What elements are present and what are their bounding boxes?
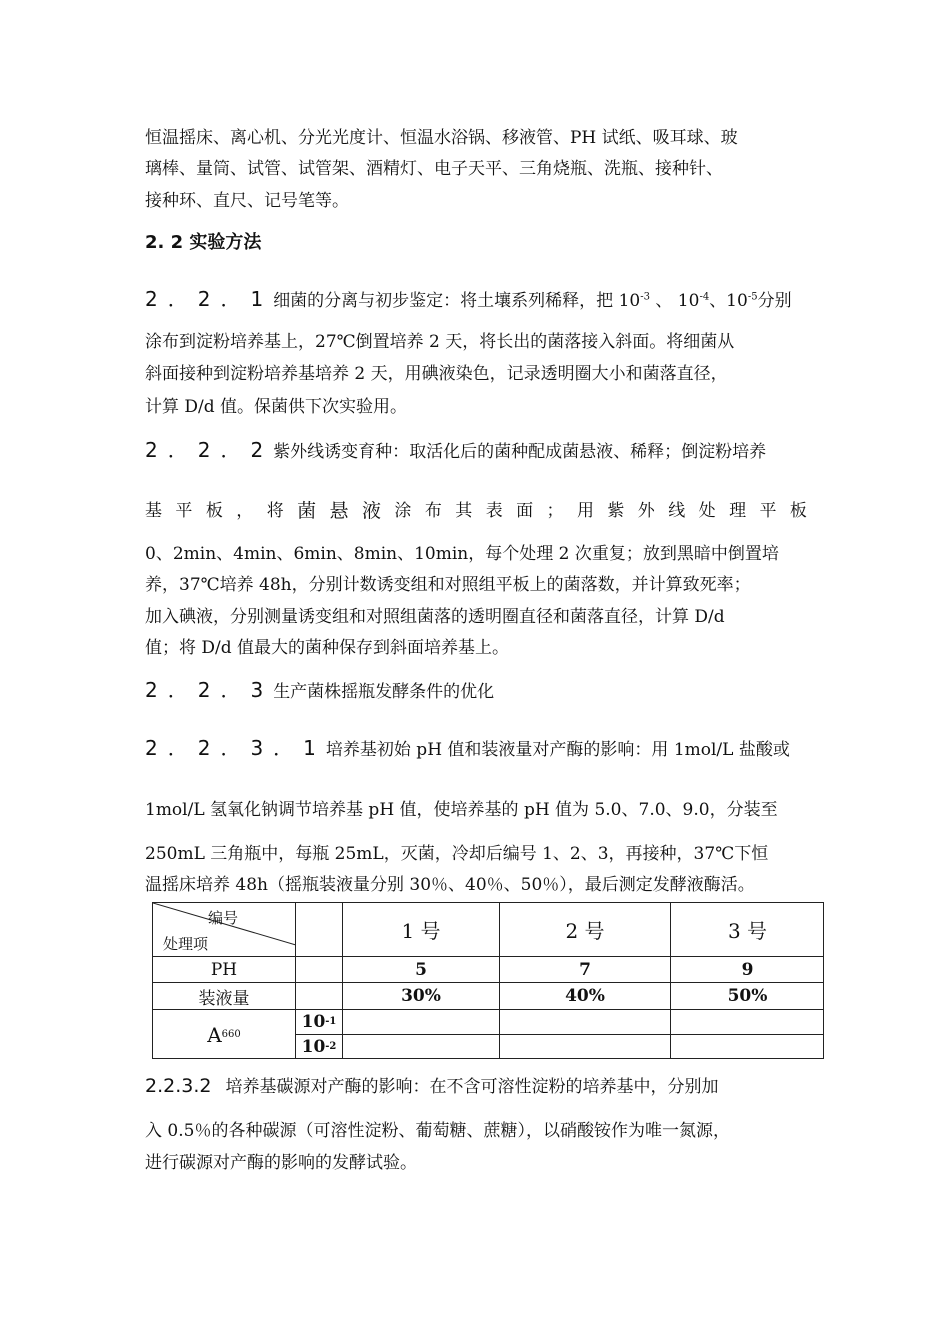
s222-line-6: 值；将 D/d 值最大的菌种保存到斜面培养基上。 [145, 638, 510, 658]
s2231-line-1 [145, 737, 790, 761]
s222-text-c: 、稀释； [613, 442, 682, 462]
s223-number: 2．2．3 [145, 678, 274, 702]
s222-char: 基 [145, 501, 162, 521]
s2231-line-2 [145, 799, 778, 821]
s222-number: 2．2．2 [145, 438, 274, 462]
s223-line [145, 679, 494, 703]
s222-char: ； [546, 501, 564, 521]
s2231-l2-c: pH 值，使培养基的 pH 值为 5.0、7.0、9.0，分装至 [363, 800, 778, 820]
row-volume-value-1: 30% [342, 982, 499, 1009]
s222-char: 其 [455, 501, 473, 521]
s2232-line-2: 入 0.5％的各种碳源（可溶性淀粉、葡萄糖、蔗糖），以硝酸铵作为唯一氮源， [145, 1121, 730, 1141]
s222-char: 将 [266, 501, 284, 521]
s222-char: 线 [668, 501, 686, 521]
s222-text-e: 淀粉培养 [698, 442, 767, 462]
s2232-text-a: 培养基 [225, 1077, 277, 1097]
s2232-line-3: 进行碳源对产酶的影响的发酵试验。 [145, 1153, 417, 1173]
s2231-line-4: 温摇床培养 48h（摇瓶装液量分别 30％、40％、50％），最后测定发酵液酶活。 [145, 875, 755, 895]
s221-text-b: 、 10 [649, 291, 700, 311]
s222-char: 平 [759, 501, 777, 521]
s222-char: 布 [424, 501, 442, 521]
s2232-line-1 [145, 1075, 718, 1098]
table-corner-cell [152, 902, 295, 956]
corner-bottom-label: 处理项 [163, 935, 209, 953]
s222-char: 外 [637, 501, 655, 521]
s2231-text-a: 培养基 [325, 740, 377, 760]
row-ph-label: PH [152, 956, 295, 982]
section-2-2-heading: 2. 2 实验方法 [145, 232, 262, 253]
s221-exp-3: -5 [747, 291, 758, 303]
s221-text-c: 、10 [709, 291, 748, 311]
row-dilution-1-label: 10 -1 [295, 1009, 342, 1034]
a660-d2-cell-2 [499, 1034, 670, 1059]
table-header-blank [295, 902, 342, 956]
s222-char: 涂 [394, 501, 412, 521]
s222-char: ， [236, 501, 254, 521]
s221-line-3: 斜面接种到淀粉培养基培养 2 天，用碘液染色，记录透明圈大小和菌落直径， [145, 364, 728, 384]
table-header-1: 1 号 [342, 902, 499, 956]
equipment-line-3: 接种环、直尺、记号笔等。 [145, 191, 349, 211]
s222-char: 菌 [297, 500, 317, 522]
s222-line-1 [145, 439, 766, 463]
s222-char: 平 [175, 501, 193, 521]
row-ph-value-3: 9 [670, 956, 824, 982]
dilution-2-base: 10 [301, 1037, 326, 1057]
s2231-number: 2．2．3．1 [145, 736, 326, 760]
s222-text-b: 取活化后的菌种配成菌悬液 [409, 442, 614, 462]
a660-d2-cell-3 [670, 1034, 824, 1059]
row-ph-value-1: 5 [342, 956, 499, 982]
s2232-text-c: 的培养基中 [565, 1077, 651, 1097]
a660-base: A [207, 1022, 222, 1047]
s2231-text-b: 初始 pH 值和装液量对产酶的影响：用 1mol/L 盐酸或 [376, 740, 790, 760]
experiment-table [152, 902, 824, 1059]
s222-line-2-justified [145, 500, 807, 522]
row-ph-value-2: 7 [499, 956, 670, 982]
s221-exp-2: -4 [699, 291, 710, 303]
s222-char: 液 [361, 500, 381, 522]
corner-top-label: 编号 [208, 909, 239, 927]
a660-d1-cell-1 [342, 1009, 499, 1034]
row-volume-value-3: 50% [670, 982, 824, 1009]
s221-exp-1: -3 [640, 291, 650, 303]
s222-text-d: 倒 [681, 442, 699, 462]
row-dilution-2-label: 10 -2 [295, 1034, 342, 1059]
row-ph-blank [295, 956, 342, 982]
s222-char: 紫 [607, 501, 625, 521]
s221-line-2: 涂布到淀粉培养基上，27℃倒置培养 2 天，将长出的菌落接入斜面。将细菌从 [145, 332, 735, 352]
s223-title: 生产菌株摇瓶发酵条件的优化 [273, 682, 495, 702]
row-a660-label: A 660 [152, 1009, 295, 1059]
s222-char: 悬 [329, 500, 349, 522]
s221-line-1 [145, 288, 792, 312]
s222-line-4: 养，37℃培养 48h，分别计数诱变组和对照组平板上的菌落数，并计算致死率； [145, 575, 751, 595]
s222-char: 处 [698, 501, 716, 521]
s222-char: 表 [485, 501, 503, 521]
a660-d1-cell-3 [670, 1009, 824, 1034]
row-volume-label: 装液量 [152, 982, 295, 1009]
s221-text-d: 分别 [757, 291, 792, 311]
s2231-l2-a: 1mol/L 氢氧化钠调节 [145, 800, 313, 820]
s222-char: 板 [789, 501, 807, 521]
s2231-line-3: 250mL 三角瓶中，每瓶 25mL，灭菌，冷却后编号 1、2、3，再接种，37℃下恒 [145, 844, 769, 864]
a660-d1-cell-2 [499, 1009, 670, 1034]
s221-text-a: 细菌的分离与初步鉴定：将土壤系列稀释，把 10 [273, 291, 641, 311]
table-header-2: 2 号 [499, 902, 670, 956]
equipment-line-2: 璃棒、量筒、试管、试管架、酒精灯、电子天平、三角烧瓶、洗瓶、接种针、 [145, 159, 723, 179]
s2232-text-b: 碳源对产酶的影响：在不含可溶性淀粉 [276, 1077, 566, 1097]
s222-line-3: 0、2min、4min、6min、8min、10min，每个处理 2 次重复；放到黑暗中倒置培 [145, 544, 779, 564]
table-header-3: 3 号 [670, 902, 824, 956]
row-volume-value-2: 40% [499, 982, 670, 1009]
s2232-text-d: ，分别加 [650, 1077, 719, 1097]
s222-char: 理 [729, 501, 747, 521]
s222-text-a: 紫外线诱变育种： [273, 442, 410, 462]
s2231-l2-b: 培养基 [312, 800, 364, 820]
s222-char: 用 [576, 501, 594, 521]
row-volume-blank [295, 982, 342, 1009]
s222-line-5: 加入碘液，分别测量诱变组和对照组菌落的透明圈直径和菌落直径，计算 D/d [145, 607, 725, 627]
s221-number: 2．2．1 [145, 287, 274, 311]
s222-char: 面 [516, 501, 534, 521]
s222-char: 板 [205, 501, 223, 521]
a660-d2-cell-1 [342, 1034, 499, 1059]
equipment-line-1: 恒温摇床、离心机、分光光度计、恒温水浴锅、移液管、PH 试纸、吸耳球、玻 [145, 128, 738, 148]
s2232-number: 2.2.3.2 [145, 1075, 212, 1097]
dilution-1-base: 10 [301, 1012, 326, 1032]
s221-line-4: 计算 D/d 值。保菌供下次实验用。 [145, 397, 408, 417]
